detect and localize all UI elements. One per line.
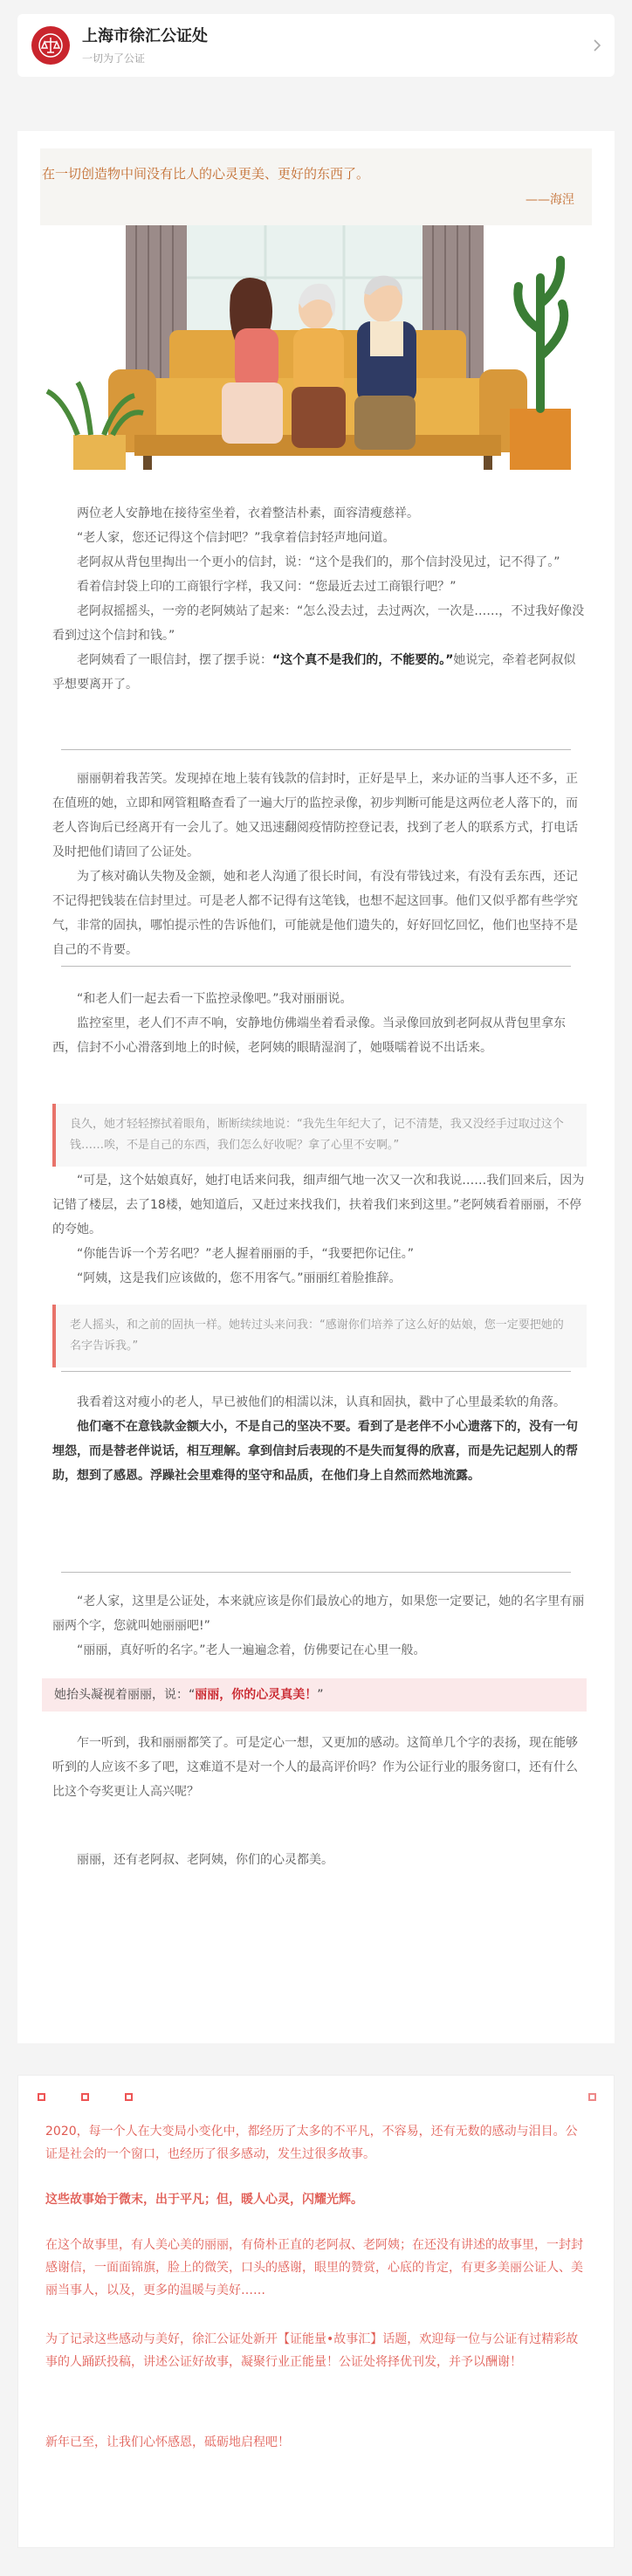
story-section-3: [52, 987, 587, 1060]
quote-callout: 老人摇头，和之前的固执一样。她转过头来问我：“感谢你们培养了这么好的姑娘，您一定要把她的名字告诉我。”: [52, 1305, 587, 1367]
outro-paragraph: 2020，每一个人在大变局小变化中，都经历了太多的不平凡，不容易，还有无数的感动与泪目。公证是社会的一个窗口，也经历了很多感动，发生过很多故事。: [45, 2125, 578, 2161]
account-name: 上海市徐汇公证处: [82, 26, 208, 45]
paragraph: “丽丽，真好听的名字。”老人一遍遍念着，仿佛要记在心里一般。: [77, 1643, 426, 1657]
paragraph: “你能告诉一个芳名吧？”老人握着丽丽的手，“我要把你记住。”: [77, 1247, 415, 1261]
paragraph-text: 她说完，牵着老阿叔似乎想要离开了。: [52, 653, 576, 692]
paragraph: “阿姨，这是我们应该做的，您不用客气。”丽丽红着脸推辞。: [77, 1271, 402, 1285]
corner-square-icon: [588, 2093, 596, 2101]
story-section-2: [52, 767, 587, 962]
section-divider: [61, 1371, 571, 1372]
paragraph: 监控室里，老人们不声不响，安静地仿佛端坐着看录像。当录像回放到老阿叔从背包里拿东西，信封不小心滑落到地上的时候，老阿姨的眼睛湿润了，她嗫嚅着说不出话来。: [52, 1016, 566, 1055]
outro-emphasis: 这些故事始于微末，出于平凡；但，暖人心灵，闪耀光辉。: [45, 2193, 363, 2207]
paragraph: “和老人们一起去看一下监控录像吧。”我对丽丽说。: [77, 992, 353, 1006]
section-divider: [61, 1572, 571, 1573]
outro-paragraph: 在这个故事里，有人美心美的丽丽，有倚朴正直的老阿叔、老阿姨；在还没有讲述的故事里，一封封感谢信，一面面锦旗，脸上的微笑，口头的感谢，眼里的赞赏，心底的肯定，有更多美丽公证人、美丽当事人，以及，更多的温暖与美好……: [45, 2238, 583, 2297]
highlight-prefix: 她抬头凝视着丽丽，说：“: [54, 1688, 196, 1702]
story-section-6: [52, 1589, 587, 1663]
paragraph: 老阿叔摇摇头，一旁的老阿姨站了起来：“怎么没去过，去过两次，一次是……，不过我好像没看到过这个信封和钱。”: [52, 604, 585, 643]
paragraph: [52, 648, 587, 697]
paragraph: 为了核对确认失物及金额，她和老人沟通了很长时间，有没有带钱过来，有没有丢东西，还记不记得把钱装在信封里过。可是老人都不记得有这笔钱，也想不起这回事。他们又似乎都有些学究气，非常的固执，哪怕提示性的告诉他们，可能就是他们遗失的，好好回忆回忆，他们也坚持不是自己的不肯要。: [52, 870, 578, 957]
story-section-5: [52, 1390, 587, 1488]
story-section-4: [52, 1168, 587, 1291]
story-section-7: [52, 1731, 587, 1804]
paragraph: 乍一听到，我和丽丽都笑了。可是定心一想，又更加的感动。这简单几个字的表扬，现在能够听到的人应该不多了吧，这难道不是对一个人的最高评价吗？作为公证行业的服务窗口，还有什么比这个夸奖更让人高兴呢？: [52, 1736, 578, 1799]
quote-text: 在一切创造物中间没有比人的心灵更美、更好的东西了。: [42, 166, 370, 182]
emphasis-paragraph: 他们毫不在意钱款金额大小，不是自己的坚决不要。看到了是老伴不小心遗落下的，没有一句埋怨，而是替老伴说话，相互理解。拿到信封后表现的不是失而复得的欣喜，而是先记起别人的帮助，想到了感恩。浮躁社会里难得的坚守和品质，在他们身上自然而然地流露。: [52, 1420, 578, 1483]
quote-author: ——海涅: [526, 193, 574, 207]
paragraph: 两位老人安静地在接待室坐着，衣着整洁朴素，面容清瘦慈祥。: [77, 506, 419, 520]
paragraph: 丽丽朝着我苦笑。发现掉在地上装有钱款的信封时，正好是早上，来办证的当事人还不多，正在值班的她，立即和网管粗略查看了一遍大厅的监控录像，初步判断可能是这两位老人落下的，而老人咨询后已经离开有一会儿了。她又迅速翻阅疫情防控登记表，找到了老人的联系方式，打电话及时把他们请回了公证处。: [52, 772, 578, 859]
paragraph: “老人家，您还记得这个信封吧？”我拿着信封轻声地问道。: [77, 531, 395, 545]
outro-paragraph: 为了记录这些感动与美好，徐汇公证处新开【证能量•故事汇】话题，欢迎每一位与公证有过精彩故事的人踊跃投稿，讲述公证好故事，凝聚行业正能量！公证处将择优刊发，并予以酬谢！: [45, 2332, 579, 2369]
paragraph: “可是，这个姑娘真好，她打电话来问我，细声细气地一次又一次和我说……我们回来后，因为记错了楼层，去了18楼，她知道后，又赶过来找我们，扶着我们来到这里。”老阿姨看着丽丽，不停的夸她。: [52, 1174, 585, 1236]
account-header[interactable]: [17, 14, 615, 77]
story-section-1: [52, 501, 587, 697]
story-section-7b: [52, 1848, 587, 1872]
highlight-suffix: ”: [317, 1688, 324, 1702]
notary-logo-icon: [31, 26, 70, 65]
paragraph: 看着信封袋上印的工商银行字样，我又问：“您最近去过工商银行吧？”: [77, 580, 457, 594]
corner-square-icon: [81, 2093, 89, 2101]
quote-card: [40, 148, 592, 227]
section-divider: [61, 966, 571, 967]
highlight-emphasis: 丽丽，你的心灵真美！: [195, 1688, 318, 1702]
chevron-right-icon[interactable]: [592, 38, 602, 52]
quote-callout: 良久，她才轻轻擦拭着眼角，断断续续地说：“我先生年纪大了，记不清楚，我又没经手过取过这个钱……唉，不是自己的东西，我们怎么好收呢？拿了心里不安啊。”: [52, 1104, 587, 1167]
corner-square-icon: [125, 2093, 133, 2101]
account-slogan: 一切为了公证: [82, 52, 146, 65]
corner-square-icon: [38, 2093, 45, 2101]
emphasis-text: “这个真不是我们的，不能要的。”: [272, 653, 454, 667]
section-divider: [61, 749, 571, 750]
elderly-couple-illustration: [38, 225, 594, 487]
outro-paragraph: 新年已至，让我们心怀感恩，砥砺地启程吧！: [45, 2435, 290, 2449]
paragraph: 老阿叔从背包里掏出一个更小的信封，说：“这个是我们的，那个信封没见过，记不得了。”: [77, 555, 560, 569]
highlight-quote: [42, 1678, 587, 1712]
paragraph-text: 老阿姨看了一眼信封，摆了摆手说：: [77, 653, 272, 667]
paragraph: 我看着这对瘦小的老人，早已被他们的相濡以沫，认真和固执，戳中了心里最柔软的角落。: [77, 1395, 566, 1409]
paragraph: “老人家，这里是公证处，本来就应该是你们最放心的地方，如果您一定要记，她的名字里有丽丽两个字，您就叫她丽丽吧!”: [52, 1595, 585, 1633]
paragraph: 丽丽，还有老阿叔、老阿姨，你们的心灵都美。: [77, 1853, 333, 1867]
